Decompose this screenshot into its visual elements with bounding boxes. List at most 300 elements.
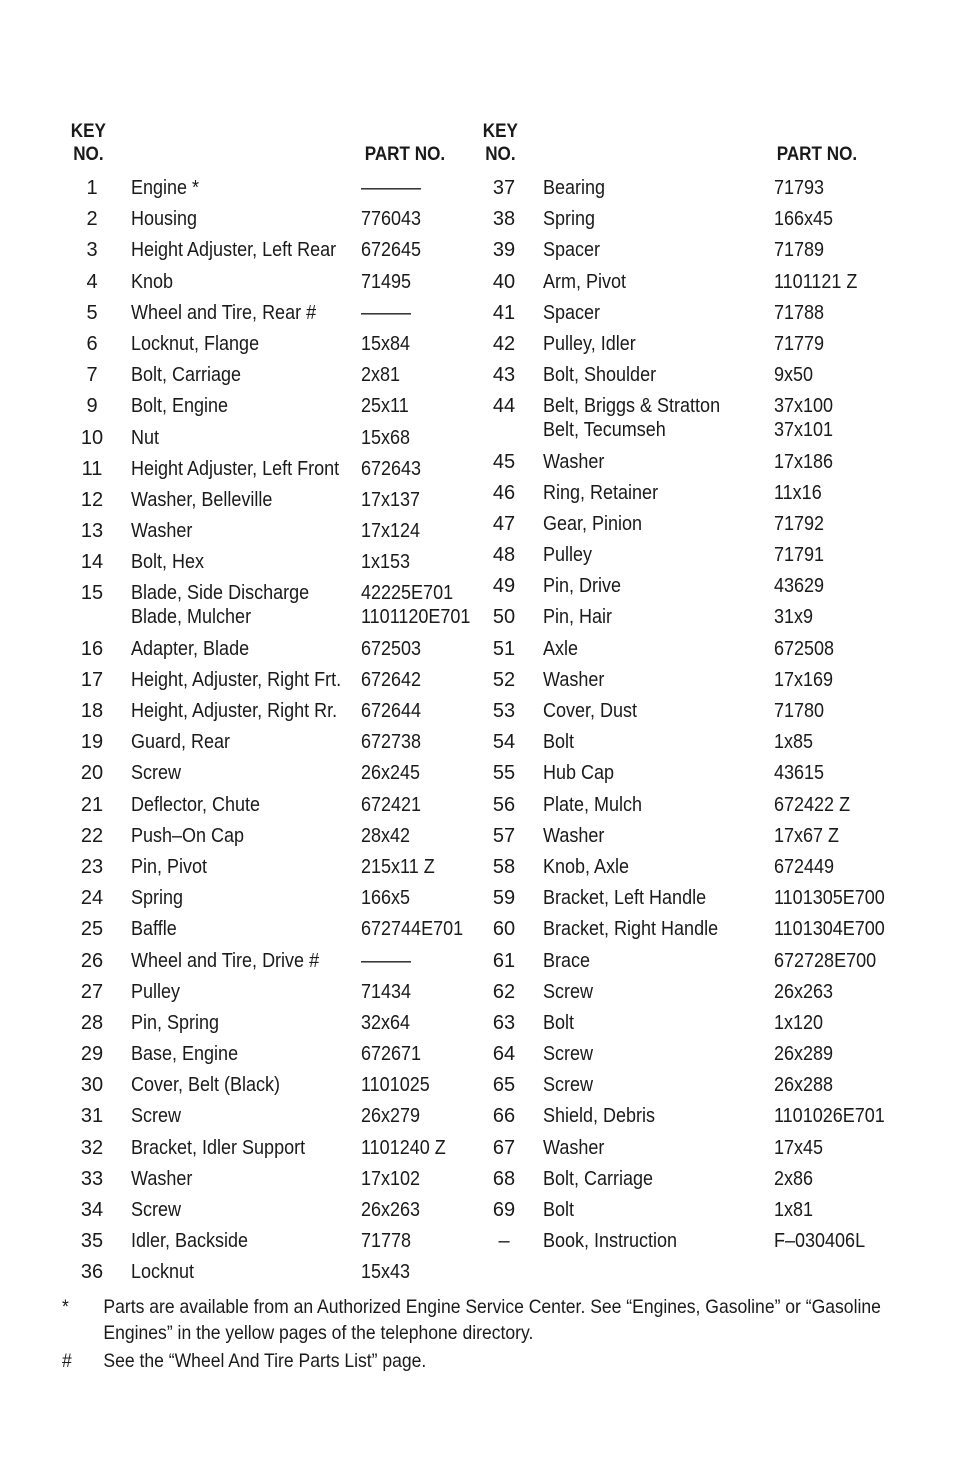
- part-description: [543, 605, 612, 629]
- table-row: [468, 207, 898, 231]
- part-number-line: 166x45: [774, 208, 834, 231]
- part-number: [361, 363, 400, 387]
- part-description-line: Belt, Briggs & Stratton: [543, 395, 721, 418]
- part-number: [361, 238, 421, 262]
- key-number: 43: [492, 364, 516, 387]
- part-description-line: Cover, Dust: [543, 700, 638, 722]
- part-number-line: 672643: [361, 457, 422, 480]
- key-number: 28: [80, 1011, 104, 1034]
- part-number: [361, 1104, 420, 1128]
- part-number: [361, 730, 421, 754]
- part-number: [774, 512, 824, 536]
- table-row: [468, 730, 898, 754]
- part-number-line: 15x84: [361, 332, 411, 355]
- part-description-line: Push–On Cap: [131, 824, 245, 847]
- table-row: [56, 332, 476, 356]
- part-number: [361, 426, 410, 450]
- part-description: [543, 394, 720, 442]
- part-description: [543, 270, 626, 294]
- key-number: 34: [80, 1199, 104, 1221]
- table-row: [468, 949, 898, 973]
- part-description-line: Engine *: [131, 177, 200, 199]
- part-number: [774, 699, 824, 723]
- part-number-line: 672449: [774, 855, 835, 878]
- part-description-line: Pulley, Idler: [543, 332, 636, 355]
- part-number-line: 17x67 Z: [774, 824, 840, 847]
- part-number-line: 17x137: [361, 488, 421, 511]
- part-description: [131, 1104, 181, 1128]
- key-number: 66: [492, 1105, 516, 1128]
- part-description-line: Gear, Pinion: [543, 512, 643, 535]
- part-number-line: 71434: [361, 980, 412, 1003]
- key-number: 53: [492, 700, 516, 722]
- key-number: 49: [492, 575, 516, 598]
- part-number: [361, 699, 421, 723]
- key-number: 27: [80, 980, 104, 1003]
- part-description-line: Screw: [131, 1199, 182, 1221]
- part-number-line: ––––––: [361, 177, 422, 199]
- part-number: [361, 394, 409, 418]
- part-number: [361, 855, 435, 879]
- part-description: [543, 1136, 604, 1160]
- key-number: 9: [86, 395, 98, 418]
- part-description: [543, 574, 621, 598]
- part-description: [131, 917, 177, 941]
- part-number: [774, 1073, 833, 1097]
- part-number-line: 71779: [774, 332, 825, 355]
- part-number-line: 71778: [361, 1230, 412, 1253]
- part-description-line: Washer: [543, 450, 605, 473]
- key-header-line1: KEY: [482, 121, 518, 142]
- part-number-line: 43629: [774, 575, 825, 598]
- table-row: [56, 886, 476, 910]
- part-number: [774, 543, 824, 567]
- part-description: [131, 301, 316, 325]
- table-row: [56, 301, 476, 325]
- table-row: [56, 824, 476, 848]
- table-row: [468, 1136, 898, 1160]
- part-description: [543, 238, 600, 262]
- key-number: 5: [86, 301, 98, 324]
- part-description-line: Locknut: [131, 1261, 195, 1284]
- key-number: 23: [80, 855, 104, 878]
- part-description: [543, 176, 605, 200]
- part-description: [543, 1011, 574, 1035]
- part-description-line: Knob, Axle: [543, 855, 630, 878]
- part-number-line: 672503: [361, 637, 422, 660]
- key-number: 19: [80, 731, 104, 754]
- part-description: [543, 761, 614, 785]
- part-number: [774, 301, 824, 325]
- part-number: [774, 855, 834, 879]
- key-number: 22: [80, 824, 104, 847]
- table-row: [56, 1136, 476, 1160]
- part-number: [774, 332, 824, 356]
- table-row: [468, 363, 898, 387]
- part-number-line: 1101240 Z: [361, 1136, 446, 1159]
- part-description: [131, 550, 204, 574]
- part-description: [543, 699, 637, 723]
- part-number-line: 26x288: [774, 1074, 834, 1097]
- part-number-line: 672421: [361, 793, 422, 816]
- table-row: [468, 574, 898, 598]
- part-number-line: 37x100: [774, 395, 834, 418]
- table-row: [56, 426, 476, 450]
- table-row: [468, 980, 898, 1004]
- part-number: [774, 207, 833, 231]
- part-description: [131, 363, 241, 387]
- part-number: [774, 394, 833, 442]
- part-number: [361, 917, 463, 941]
- table-row: [56, 1229, 476, 1253]
- footnote-text: See the “Wheel And Tire Parts List” page.: [103, 1350, 427, 1372]
- part-description-line: Base, Engine: [131, 1043, 239, 1066]
- key-number: 10: [80, 426, 104, 449]
- part-number-line: 43615: [774, 762, 825, 785]
- part-description: [131, 207, 197, 231]
- key-number: 6: [86, 332, 98, 355]
- part-description-line: Spring: [131, 887, 184, 910]
- part-description-line: Pulley: [131, 980, 181, 1003]
- part-description: [131, 730, 230, 754]
- part-description: [543, 1073, 593, 1097]
- part-description: [131, 980, 180, 1004]
- part-description-line: Belt, Tecumseh: [543, 419, 666, 442]
- part-number-line: 17x124: [361, 520, 421, 543]
- part-number-line: –––––: [361, 949, 412, 972]
- key-number: 57: [492, 824, 516, 847]
- part-number-line: 71780: [774, 700, 825, 722]
- part-description-line: Screw: [543, 1043, 594, 1066]
- part-description-line: Blade, Mulcher: [131, 606, 252, 629]
- part-number: [361, 176, 421, 200]
- key-number: 12: [80, 488, 104, 511]
- part-number: [361, 949, 411, 973]
- part-description-line: Bolt, Hex: [131, 551, 205, 574]
- key-number: 65: [492, 1074, 516, 1097]
- key-number: 41: [492, 301, 516, 324]
- part-description-line: Pin, Hair: [543, 606, 613, 629]
- part-description-line: Shield, Debris: [543, 1105, 656, 1128]
- part-number: [361, 1011, 410, 1035]
- part-number-line: 15x43: [361, 1261, 411, 1284]
- part-description: [543, 637, 578, 661]
- table-row: [56, 519, 476, 543]
- part-description-line: Book, Instruction: [543, 1230, 678, 1253]
- table-row: [468, 824, 898, 848]
- part-number: [361, 519, 420, 543]
- part-number-line: 1101025: [361, 1074, 430, 1097]
- table-row: [56, 238, 476, 262]
- key-no-header: [468, 120, 533, 166]
- key-number: 63: [492, 1011, 516, 1034]
- part-description: [543, 543, 592, 567]
- part-description-line: Cover, Belt (Black): [131, 1074, 281, 1097]
- part-description: [543, 207, 595, 231]
- part-description-line: Nut: [131, 426, 160, 449]
- part-number-line: 71791: [774, 544, 825, 567]
- part-description-line: Pin, Pivot: [131, 855, 208, 878]
- part-description: [131, 793, 260, 817]
- key-number: 33: [80, 1167, 104, 1190]
- table-row: [56, 550, 476, 574]
- part-description-line: Washer: [543, 824, 605, 847]
- part-number: [361, 1042, 421, 1066]
- key-number: 54: [492, 731, 516, 754]
- part-number: [774, 730, 813, 754]
- table-row: [468, 637, 898, 661]
- key-number: 58: [492, 855, 516, 878]
- part-description: [131, 637, 249, 661]
- part-description-line: Deflector, Chute: [131, 793, 261, 816]
- part-number: [361, 332, 410, 356]
- part-number: [774, 176, 824, 200]
- table-row: [56, 1104, 476, 1128]
- part-number-line: 672671: [361, 1043, 422, 1066]
- part-number: [774, 481, 822, 505]
- key-number: 2: [86, 208, 98, 231]
- part-description-line: Washer: [131, 1167, 193, 1190]
- part-number-line: 26x263: [361, 1199, 421, 1221]
- key-number: 56: [492, 793, 516, 816]
- table-row: [56, 917, 476, 941]
- footnote-symbol: #: [62, 1350, 72, 1372]
- table-row: [56, 488, 476, 512]
- part-description-line: Washer: [543, 1136, 605, 1159]
- part-description: [543, 450, 604, 474]
- part-description-line: Blade, Side Discharge: [131, 582, 310, 605]
- part-description-line: Adapter, Blade: [131, 637, 250, 660]
- part-description-line: Bearing: [543, 177, 606, 199]
- table-row: [468, 1042, 898, 1066]
- column-header: [56, 118, 446, 170]
- part-number-line: 672728E700: [774, 949, 877, 972]
- part-number-line: 31x9: [774, 606, 814, 629]
- key-number: 67: [492, 1136, 516, 1159]
- part-number: [361, 270, 411, 294]
- key-number: 44: [492, 395, 516, 418]
- part-number: [774, 270, 857, 294]
- part-description-line: Wheel and Tire, Drive #: [131, 949, 320, 972]
- key-number: 1: [86, 177, 98, 199]
- key-number: 69: [492, 1199, 516, 1221]
- part-number: [774, 574, 824, 598]
- part-number-line: 26x279: [361, 1105, 421, 1128]
- part-description-line: Screw: [543, 1074, 594, 1097]
- part-number: [774, 1167, 813, 1191]
- part-number: [774, 238, 824, 262]
- part-number: [774, 1198, 813, 1222]
- key-number: 39: [492, 239, 516, 262]
- key-number: 31: [80, 1105, 104, 1128]
- part-description: [543, 855, 629, 879]
- part-number: [774, 824, 839, 848]
- part-description: [131, 270, 173, 294]
- key-number: 35: [80, 1230, 104, 1253]
- key-number: 46: [492, 481, 516, 504]
- key-number: 13: [80, 520, 104, 543]
- part-description: [543, 730, 574, 754]
- part-description-line: Bolt, Carriage: [543, 1167, 654, 1190]
- part-number-line: 17x102: [361, 1167, 421, 1190]
- part-description: [131, 1167, 192, 1191]
- part-number: [774, 1104, 885, 1128]
- part-description-line: Screw: [131, 762, 182, 785]
- key-number: 62: [492, 980, 516, 1003]
- table-row: [56, 1260, 476, 1284]
- part-description: [131, 699, 337, 723]
- key-number: 45: [492, 450, 516, 473]
- table-row: [468, 1167, 898, 1191]
- part-no-header: PART NO.: [364, 144, 446, 165]
- part-description-line: Wheel and Tire, Rear #: [131, 301, 317, 324]
- part-description: [131, 519, 192, 543]
- part-number-line: 71792: [774, 512, 825, 535]
- part-number: [361, 1198, 420, 1222]
- key-number: 68: [492, 1167, 516, 1190]
- part-number: [361, 1073, 430, 1097]
- table-row: [56, 1042, 476, 1066]
- table-row: [56, 176, 476, 200]
- part-description-line: Knob: [131, 270, 174, 293]
- key-number: 4: [86, 270, 98, 293]
- part-description: [543, 481, 658, 505]
- part-description-line: Washer: [543, 668, 605, 691]
- part-description: [543, 917, 718, 941]
- key-header-line2: NO.: [485, 144, 516, 165]
- part-description-line: Brace: [543, 949, 591, 972]
- part-description-line: Bolt, Engine: [131, 395, 229, 418]
- table-row: [56, 581, 476, 629]
- part-number: [774, 363, 813, 387]
- part-number-line: 672645: [361, 239, 422, 262]
- part-number: [361, 1136, 446, 1160]
- part-number: [361, 1229, 411, 1253]
- part-number-line: 15x68: [361, 426, 411, 449]
- key-number: 3: [86, 239, 98, 262]
- part-number-line: 71788: [774, 301, 825, 324]
- table-row: [468, 301, 898, 325]
- part-description: [543, 512, 642, 536]
- part-description-line: Spacer: [543, 239, 601, 262]
- part-description: [543, 793, 642, 817]
- part-number: [361, 886, 410, 910]
- part-number: [361, 457, 421, 481]
- table-row: [56, 1011, 476, 1035]
- part-description-line: Housing: [131, 208, 198, 231]
- part-description-line: Pin, Drive: [543, 575, 622, 598]
- key-number: 25: [80, 918, 104, 941]
- part-description: [131, 394, 228, 418]
- part-number-line: 166x5: [361, 887, 411, 910]
- part-number-line: 1x85: [774, 731, 814, 754]
- part-number: [361, 761, 420, 785]
- key-number: 61: [492, 949, 516, 972]
- footnote-hash: [62, 1348, 940, 1374]
- part-number: [774, 1042, 833, 1066]
- key-number: 14: [80, 551, 104, 574]
- part-number-line: 26x289: [774, 1043, 834, 1066]
- table-row: [56, 761, 476, 785]
- table-row: [468, 481, 898, 505]
- part-description-line: Bracket, Right Handle: [543, 918, 719, 941]
- table-row: [56, 855, 476, 879]
- part-description-line: Height Adjuster, Left Rear: [131, 239, 337, 262]
- part-description: [543, 1104, 655, 1128]
- part-number-line: 672508: [774, 637, 835, 660]
- part-number: [774, 1229, 865, 1253]
- part-number: [774, 1011, 823, 1035]
- part-number-line: 672738: [361, 731, 422, 754]
- table-row: [468, 176, 898, 200]
- part-number: [361, 207, 421, 231]
- table-row: [56, 699, 476, 723]
- part-number-line: 672642: [361, 668, 422, 691]
- table-row: [468, 450, 898, 474]
- part-description: [131, 332, 259, 356]
- part-description-line: Pin, Spring: [131, 1011, 220, 1034]
- part-number: [774, 605, 813, 629]
- part-description-line: Bracket, Left Handle: [543, 887, 707, 910]
- part-number-line: 1101120E701: [361, 606, 471, 629]
- part-number: [774, 917, 885, 941]
- key-number: 36: [80, 1261, 104, 1284]
- part-description: [131, 1229, 248, 1253]
- part-description-line: Bolt, Carriage: [131, 364, 242, 387]
- table-row: [468, 543, 898, 567]
- table-row: [468, 1104, 898, 1128]
- part-number-line: 2x81: [361, 364, 401, 387]
- part-number: [361, 301, 411, 325]
- part-number: [774, 980, 833, 1004]
- part-description: [131, 1136, 305, 1160]
- table-row: [468, 1198, 898, 1222]
- parts-rows-right: [468, 176, 898, 1253]
- key-number: 11: [81, 457, 103, 480]
- footnotes: [62, 1294, 912, 1374]
- part-number: [361, 980, 411, 1004]
- part-description: [543, 668, 604, 692]
- table-row: [468, 668, 898, 692]
- key-number: 52: [492, 668, 516, 691]
- part-description-line: Bracket, Idler Support: [131, 1136, 306, 1159]
- part-number-line: 215x11 Z: [361, 855, 435, 878]
- table-row: [56, 637, 476, 661]
- part-description-line: Pulley: [543, 544, 593, 567]
- part-description: [543, 301, 600, 325]
- key-number: 18: [80, 700, 104, 722]
- key-number: 21: [80, 793, 104, 816]
- part-description-line: Idler, Backside: [131, 1230, 249, 1253]
- part-number-line: 17x186: [774, 450, 834, 473]
- key-number: 15: [80, 582, 104, 605]
- part-number-line: 1x153: [361, 551, 411, 574]
- part-number-line: 2x86: [774, 1167, 814, 1190]
- part-description-line: Arm, Pivot: [543, 270, 627, 293]
- key-number: 24: [80, 887, 104, 910]
- part-description-line: Height, Adjuster, Right Rr.: [131, 700, 338, 722]
- part-description-line: Spring: [543, 208, 596, 231]
- part-number-line: 672644: [361, 700, 422, 722]
- key-number: 17: [80, 668, 104, 691]
- part-description: [543, 363, 656, 387]
- part-number-line: –––––: [361, 301, 412, 324]
- part-number-line: 1101305E700: [774, 887, 885, 910]
- part-description: [543, 980, 593, 1004]
- table-row: [468, 917, 898, 941]
- table-row: [56, 793, 476, 817]
- table-row: [468, 394, 898, 442]
